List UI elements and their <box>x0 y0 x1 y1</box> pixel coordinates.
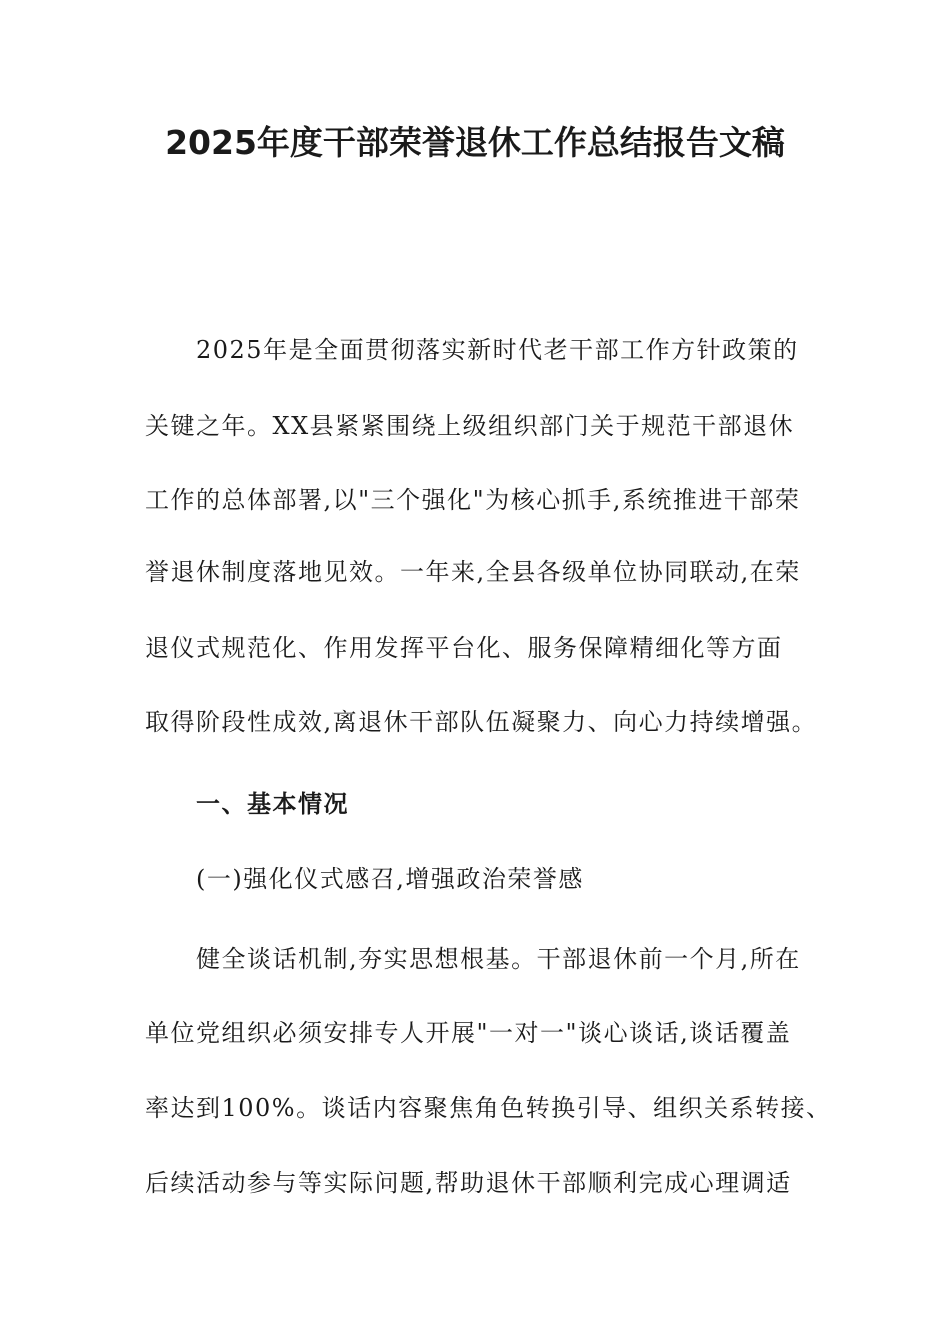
intro-line: 工作的总体部署,以"三个强化"为核心抓手,系统推进干部荣 <box>145 486 801 514</box>
intro-line: 誉退休制度落地见效。一年来,全县各级单位协同联动,在荣 <box>145 558 801 586</box>
body-line: 健全谈话机制,夯实思想根基。干部退休前一个月,所在 <box>196 945 801 973</box>
intro-line: 关键之年。XX县紧紧围绕上级组织部门关于规范干部退休 <box>145 412 795 440</box>
body-line: 后续活动参与等实际问题,帮助退休干部顺利完成心理调适 <box>145 1169 792 1197</box>
body-line: 率达到100%。谈话内容聚焦角色转换引导、组织关系转接、 <box>145 1094 832 1122</box>
document-title: 2025年度干部荣誉退休工作总结报告文稿 <box>165 123 785 162</box>
body-line: 单位党组织必须安排专人开展"一对一"谈心谈话,谈话覆盖 <box>145 1019 792 1047</box>
intro-line: 取得阶段性成效,离退休干部队伍凝聚力、向心力持续增强。 <box>145 708 818 736</box>
intro-line: 退仪式规范化、作用发挥平台化、服务保障精细化等方面 <box>145 634 783 662</box>
intro-line: 2025年是全面贯彻落实新时代老干部工作方针政策的 <box>196 336 799 364</box>
section-heading: 一、基本情况 <box>196 789 349 818</box>
subsection-heading: (一)强化仪式感召,增强政治荣誉感 <box>196 865 584 893</box>
